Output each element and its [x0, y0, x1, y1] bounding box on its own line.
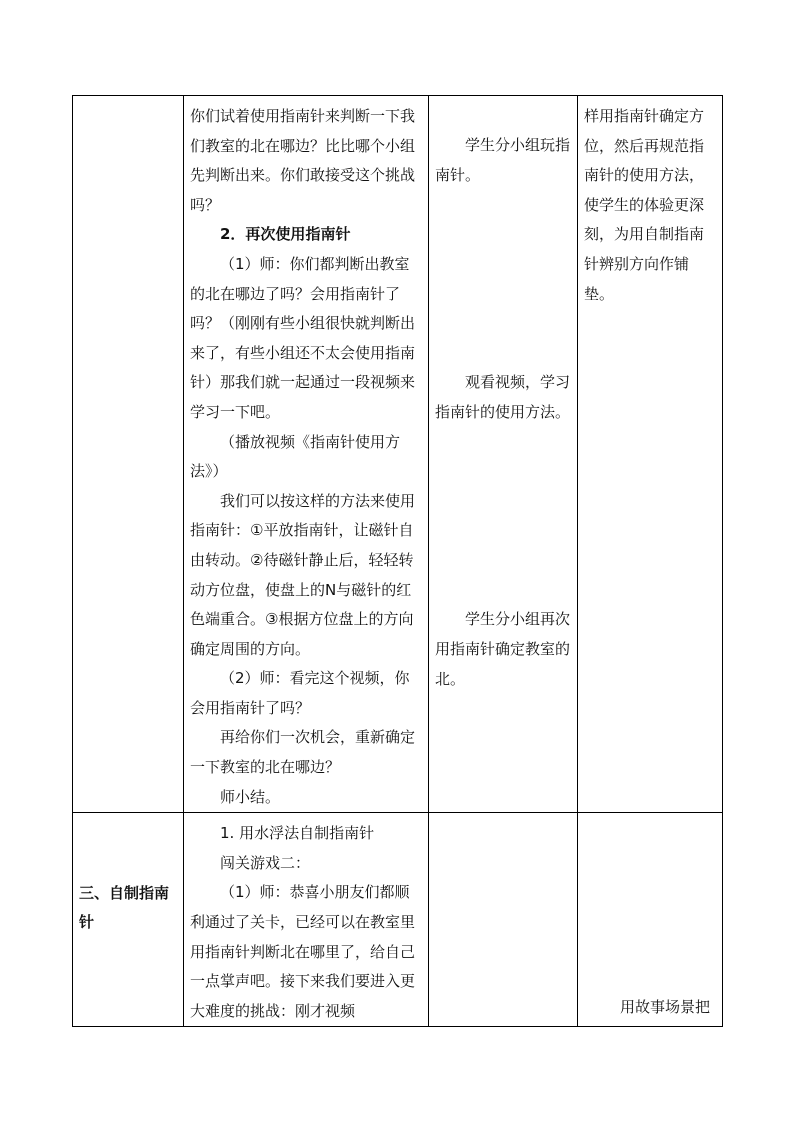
- stage-cell: [73, 96, 184, 813]
- stage-title: 三、自制指南针: [79, 884, 170, 932]
- paragraph: 我们可以按这样的方法来使用指南针：①平放指南针，让磁针自由转动。②待磁针静止后，轻轻转动方位盘，使盘上的N与磁针的红色端重合。③根据方位盘上的方向确定周围的方向。: [190, 491, 416, 658]
- paragraph: 样用指南针确定方位，然后再规范指南针的使用方法，使学生的体验更深刻，为用自制指南针辨别方向作铺垫。: [584, 107, 705, 303]
- paragraph: 学生分小组再次用指南针确定教室的北。: [435, 610, 571, 688]
- paragraph: 你们试着使用指南针来判断一下我们教室的北在哪边？比比哪个小组先判断出来。你们敢接受这个挑战吗？: [190, 107, 416, 214]
- paragraph: （2）师：看完这个视频，你会用指南针了吗？: [190, 669, 410, 717]
- paragraph: 观看视频，学习指南针的使用方法。: [435, 373, 571, 421]
- section-heading: 2．再次使用指南针: [220, 225, 351, 244]
- teacher-activity-cell: [184, 813, 429, 1027]
- paragraph: 闯关游戏二：: [220, 853, 311, 872]
- design-intent-cell: [578, 813, 723, 1027]
- stage-cell: [73, 813, 184, 1027]
- paragraph: （播放视频《指南针使用方法》）: [190, 432, 401, 481]
- paragraph: （1）师：你们都判断出教室的北在哪边了吗？会用指南针了吗？（刚刚有些小组很快就判断出来了，有些小组还不太会使用指南针）那我们就一起通过一段视频来学习一下吧。: [190, 254, 416, 421]
- paragraph: （1）师：恭喜小朋友们都顺利通过了关卡，已经可以在教室里用指南针判断北在哪里了，给自己一点掌声吧。接下来我们要进入更大难度的挑战：刚才视频: [190, 883, 416, 1020]
- paragraph: 再给你们一次机会，重新确定一下教室的北在哪边？: [190, 728, 416, 777]
- paragraph: 学生分小组玩指南针。: [435, 136, 571, 184]
- paragraph: 师小结。: [220, 787, 281, 806]
- student-activity-cell: [429, 96, 578, 813]
- design-intent-cell: [578, 96, 723, 813]
- paragraph: 用故事场景把: [619, 997, 710, 1016]
- lesson-plan-table: [72, 95, 723, 1027]
- table-row: [73, 96, 723, 813]
- teacher-activity-cell: [184, 96, 429, 813]
- table-row: [73, 813, 723, 1027]
- student-activity-cell: [429, 813, 578, 1027]
- paragraph: 1. 用水浮法自制指南针: [220, 824, 375, 843]
